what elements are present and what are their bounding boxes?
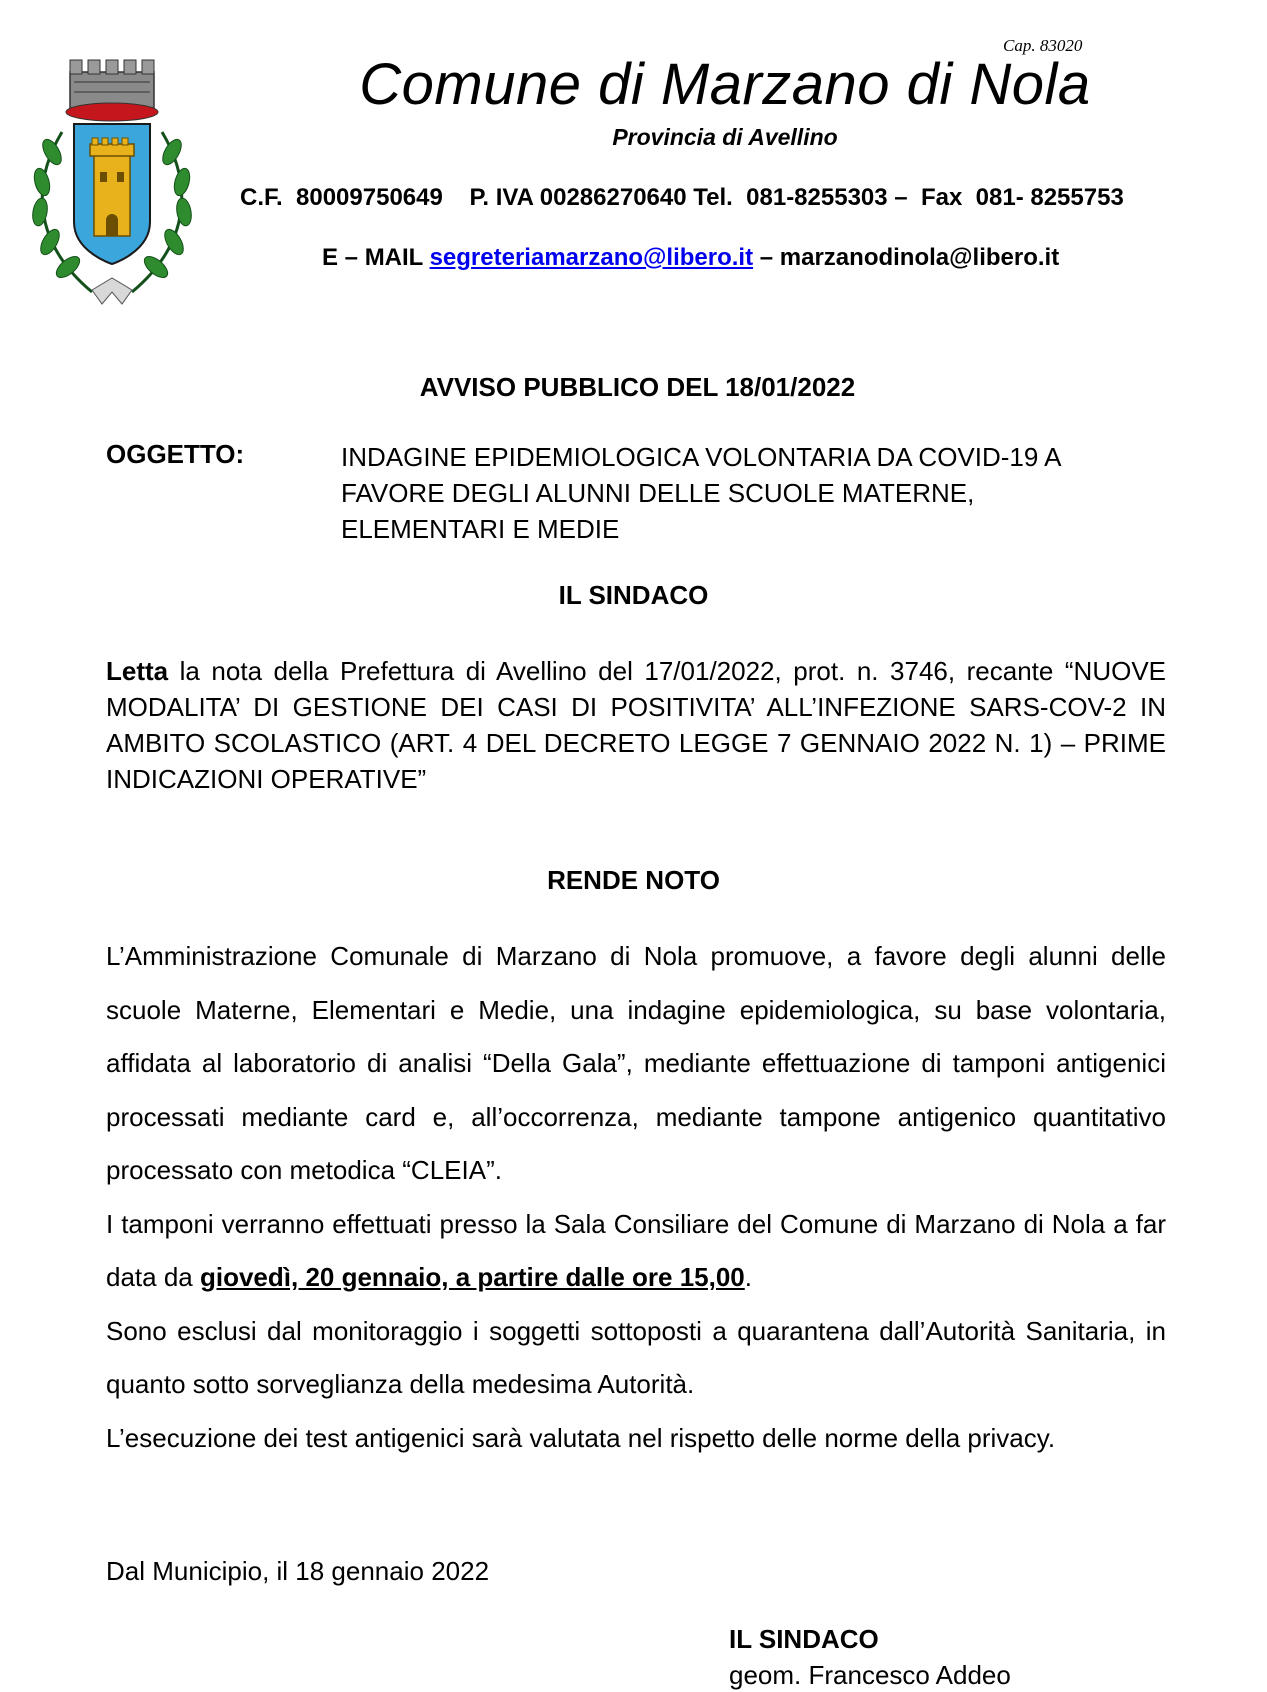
shield-icon <box>74 124 150 264</box>
location-end: . <box>744 1262 752 1292</box>
municipal-crest-logo <box>22 52 202 310</box>
postal-code: Cap. 83020 <box>1003 36 1083 55</box>
email-separator: – <box>753 244 780 271</box>
paragraph-program: L’Amministrazione Comunale di Marzano di Nola promuove, a favore degli alunni delle scuole Materne, Elementari e Medie, una indagine epidemiologica, su base volontaria, affidata al laboratorio di analisi “Della Gala”, mediante effettuazione di tamponi antigenici processati mediante card e, all’occorrenza, mediante tampone antigenico quantitativo processato con metodica “CLEIA”. <box>106 941 1166 1185</box>
rende-noto-heading: RENDE NOTO <box>547 865 720 895</box>
email-secondary: marzanodinola@libero.it <box>779 244 1060 271</box>
mural-crown-icon <box>66 60 158 121</box>
letta-bold: Letta <box>106 656 169 686</box>
signature-name: geom. Francesco Addeo <box>729 1660 1011 1690</box>
paragraph-exclusions: Sono esclusi dal monitoraggio i soggetti sottoposti a quarantena dall’Autorità Sanitaria, in quanto sotto sorveglianza della medesima Autorità. <box>106 1315 1166 1399</box>
province-label: Provincia di Avellino <box>612 124 838 150</box>
notice-heading: AVVISO PUBBLICO DEL 18/01/2022 <box>419 372 856 402</box>
closing-date: Dal Municipio, il 18 gennaio 2022 <box>106 1556 490 1586</box>
signature-title: IL SINDACO <box>729 1624 879 1654</box>
municipality-title: Comune di Marzano di Nola <box>359 52 1091 117</box>
subject-text: INDAGINE EPIDEMIOLOGICA VOLONTARIA DA COVID-19 A FAVORE DEGLI ALUNNI DELLE SCUOLE MATERNE, ELEMENTARI E MEDIE <box>341 442 1061 544</box>
letta-paragraph <box>106 653 1166 797</box>
subject-label: OGGETTO: <box>106 439 245 469</box>
fiscal-contacts-line: C.F. 80009750649 P. IVA 00286270640 Tel. 081-8255303 – Fax 081- 8255753 <box>240 184 1124 211</box>
paragraph-privacy: L’esecuzione dei test antigenici sarà valutata nel rispetto delle norme della privacy. <box>106 1422 1056 1453</box>
location-text: I tamponi verranno effettuati presso la Sala Consiliare del Comune di Marzano di Nola a far data da <box>106 1208 1166 1292</box>
email-label: E – MAIL <box>322 244 430 271</box>
paragraph-location <box>106 1198 1166 1305</box>
email-link-primary[interactable]: segreteriamarzano@libero.it <box>429 244 754 271</box>
notice-body <box>106 930 1166 1465</box>
letta-text: la nota della Prefettura di Avellino del 17/01/2022, prot. n. 3746, recante “NUOVE MODALITA’ DI GESTIONE DEI CASI DI POSITIVITA’ ALL’INFEZIONE SARS-COV-2 IN AMBITO SCOLASTICO (ART. 4 DEL DECRETO LEGGE 7 GENNAIO 2022 N. 1) – PRIME INDICAZIONI OPERATIVE” <box>106 656 1166 794</box>
email-line <box>322 244 1059 272</box>
start-date: giovedì, 20 gennaio, a partire dalle ore 15,00 <box>199 1262 745 1292</box>
mayor-heading: IL SINDACO <box>558 580 709 610</box>
